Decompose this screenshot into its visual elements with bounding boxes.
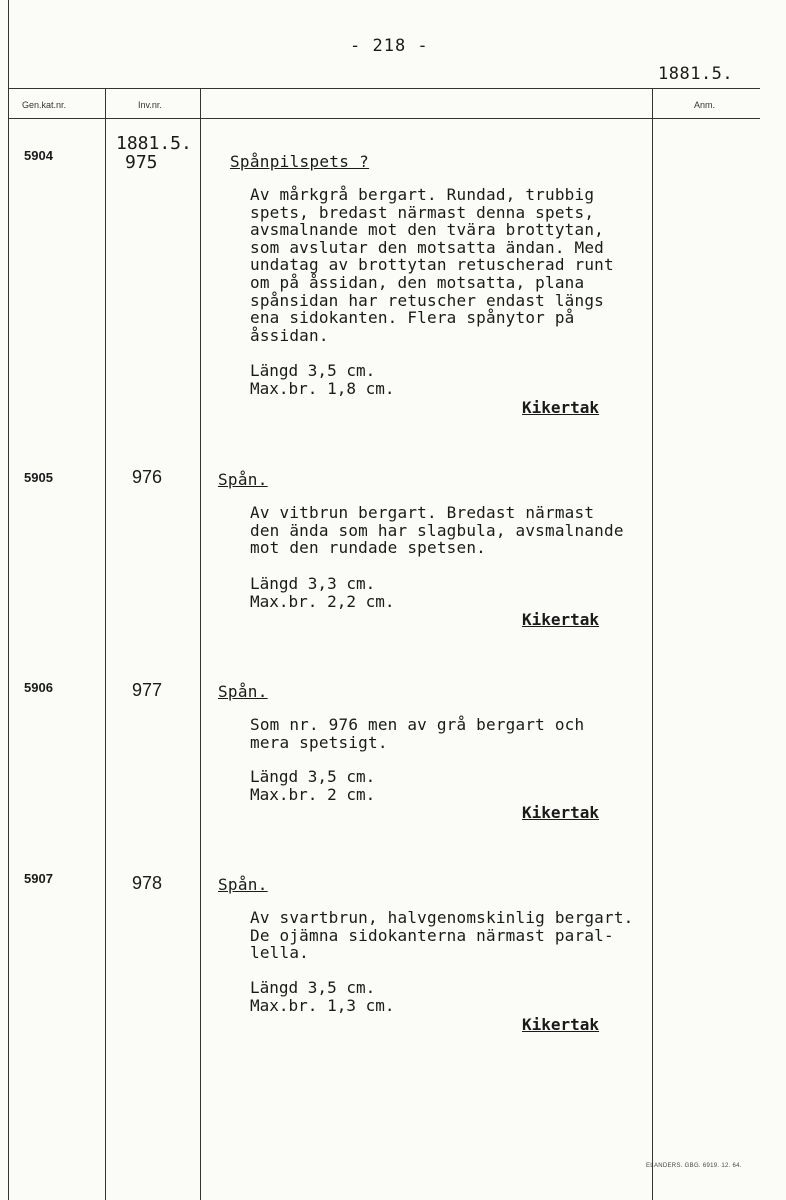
inv-column-divider (200, 88, 201, 1200)
entry-location: Kikertak (522, 398, 600, 417)
entry-measurements: Längd 3,3 cm. Max.br. 2,2 cm. (250, 574, 395, 611)
entry-description: Av mårkgrå bergart. Rundad, trubbig spets, bredast närmast denna spets, avsmalnande mot den tvära brottytan, som avslutar den motsatta ändan. Med undatag av brottytan retuscherad runt om på åssidan, den motsatta, plana spånsidan har retuscher endast längs ena sidokanten. Flera spånytor på åssidan. (250, 185, 614, 345)
entry-gen-number: 5906 (24, 680, 53, 695)
header-date: 1881.5. (658, 64, 734, 84)
header-bottom-rule (8, 118, 760, 119)
entry-title: Spån. (218, 470, 268, 489)
entry-inv-number: 977 (132, 680, 163, 700)
entry-location: Kikertak (522, 610, 600, 629)
entry-measurements: Längd 3,5 cm. Max.br. 1,8 cm. (250, 361, 395, 398)
entry-inv-number: 976 (132, 467, 163, 487)
entry-description: Som nr. 976 men av grå bergart och mera spetsigt. (250, 715, 585, 752)
entry-description: Av vitbrun bergart. Bredast närmast den ända som har slagbula, avsmalnande mot den rundade spetsen. (250, 503, 624, 558)
entry-location: Kikertak (522, 803, 600, 822)
column-header-inv: Inv.nr. (138, 100, 162, 110)
entry-measurements: Längd 3,5 cm. Max.br. 1,3 cm. (250, 978, 395, 1015)
column-header-gen: Gen.kat.nr. (22, 100, 67, 110)
entry-inv-year: 1881.5. (116, 133, 192, 154)
entry-inv-number: 975 (125, 152, 158, 173)
entry-gen-number: 5904 (24, 148, 53, 163)
header-top-rule (8, 88, 760, 89)
gen-column-divider (105, 88, 106, 1200)
entry-inv-number: 978 (132, 873, 163, 893)
entry-gen-number: 5907 (24, 871, 53, 886)
entry-gen-number: 5905 (24, 470, 53, 485)
entry-title: Spånpilspets ? (230, 152, 370, 171)
entry-description: Av svartbrun, halvgenomskinlig bergart. De ojämna sidokanterna närmast paral- lella. (250, 908, 634, 963)
column-header-anm: Anm. (694, 100, 716, 110)
anm-column-divider (652, 88, 653, 1200)
entry-measurements: Längd 3,5 cm. Max.br. 2 cm. (250, 767, 376, 804)
entry-title: Spån. (218, 682, 268, 701)
printer-mark: ELANDERS. GBG. 6919. 12. 64. (646, 1163, 742, 1169)
left-margin-line (8, 0, 9, 1200)
entry-location: Kikertak (522, 1015, 600, 1034)
page-number: - 218 - (350, 36, 429, 56)
entry-title: Spån. (218, 875, 268, 894)
